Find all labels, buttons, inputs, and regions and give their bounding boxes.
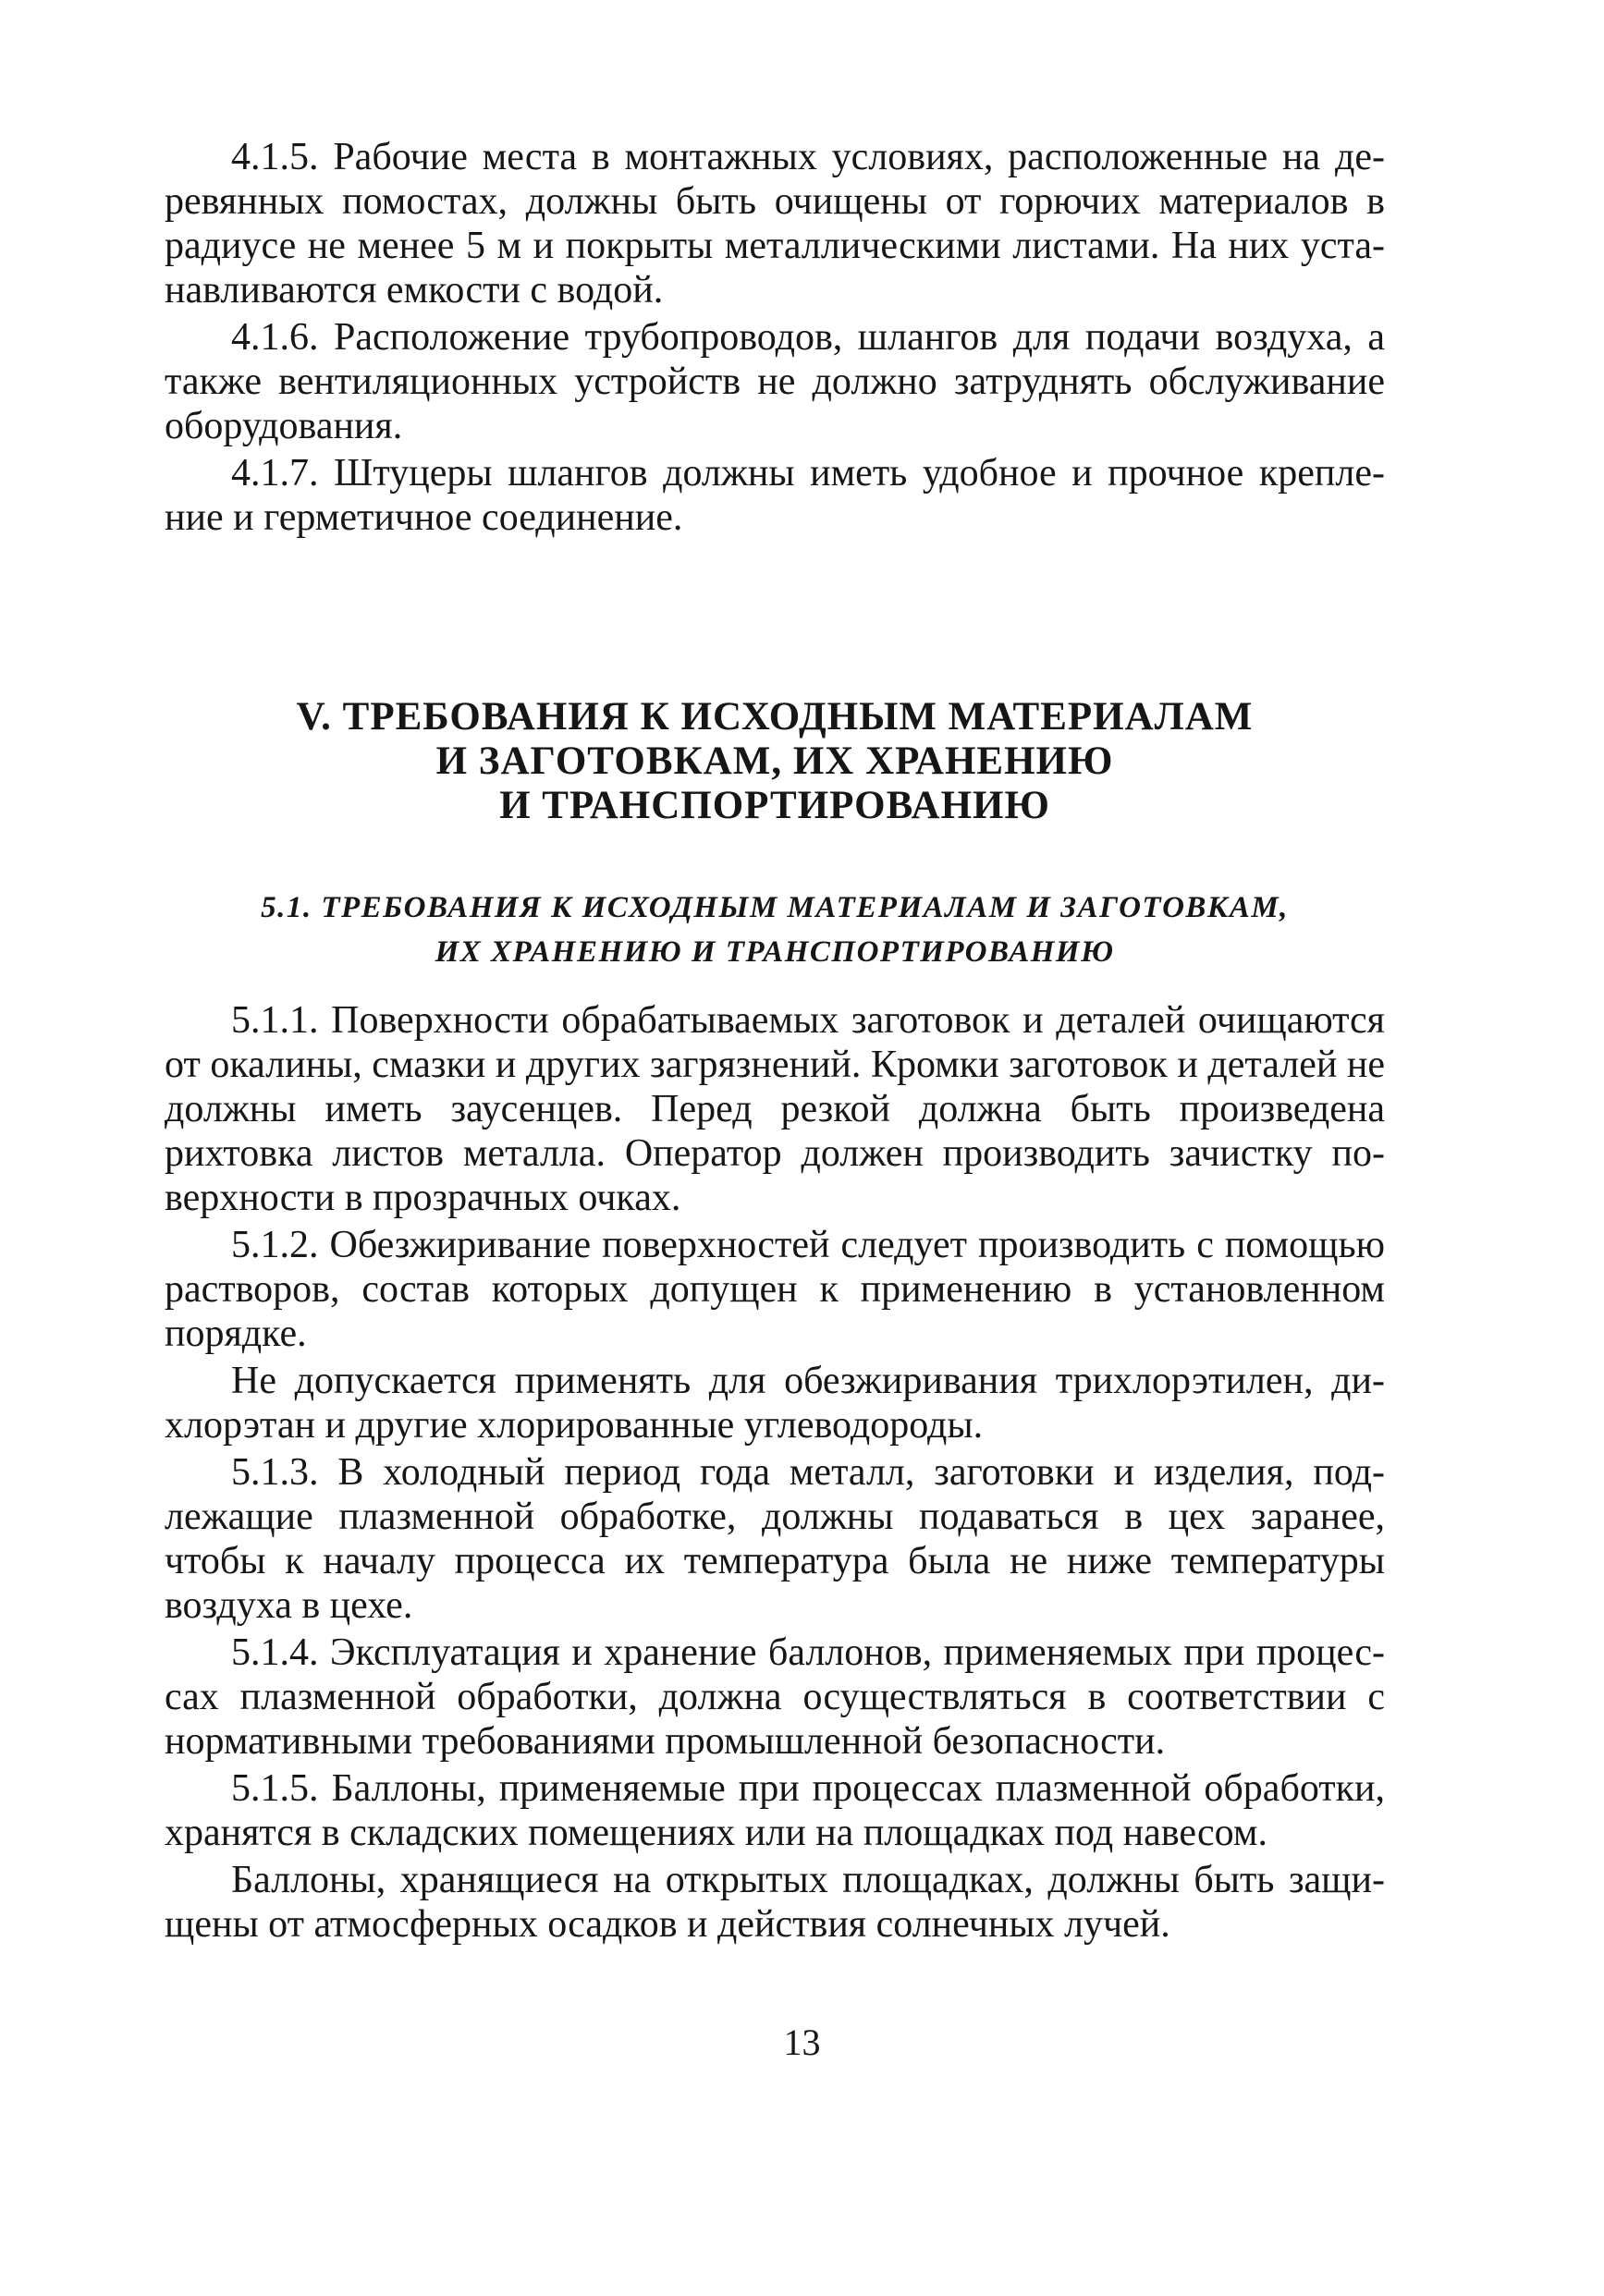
paragraph-4-1-7: 4.1.7. Штуцеры шлангов должны иметь удобное и прочное крепление и герметичное соединение. [165,452,1385,539]
paragraph-4-1-6: 4.1.6. Расположение трубопроводов, шлангов для подачи воздуха, а также вентиляционных устройств не должно затруднять обслуживание оборудования. [165,316,1385,447]
top-text-block [165,135,1385,543]
paragraph-open-storage: Баллоны, хранящиеся на открытых площадках, должны быть защищены от атмосферных осадков и действия солнечных лучей. [165,1859,1385,1946]
paragraph-5-1-5: 5.1.5. Баллоны, применяемые при процессах плазменной обработки, хранятся в складских помещениях или на площадках под навесом. [165,1767,1385,1854]
subsection-title [165,885,1385,974]
bottom-text-block [165,998,1385,1949]
paragraph-5-1-4: 5.1.4. Эксплуатация и хранение баллонов, применяемых при процессах плазменной обработки, должна осуществляться в соответствии с нормативными требованиями промышленной безопасности. [165,1631,1385,1763]
section-title-line-1: V. ТРЕБОВАНИЯ К ИСХОДНЫМ МАТЕРИАЛАМ [296,695,1254,739]
paragraph-5-1-2: 5.1.2. Обезжиривание поверхностей следует производить с помощью растворов, состав которых допущен к применению в установленном порядке. [165,1224,1385,1355]
paragraph-degreasing-restriction: Не допускается применять для обезжиривания трихлорэтилен, дихлорэтан и другие хлорированные углеводороды. [165,1360,1385,1447]
subsection-title-line-1: 5.1. ТРЕБОВАНИЯ К ИСХОДНЫМ МАТЕРИАЛАМ И ЗАГОТОВКАМ, [261,891,1289,924]
section-title [165,695,1385,828]
paragraph-5-1-3: 5.1.3. В холодный период года металл, заготовки и изделия, подлежащие плазменной обработке, должны подаваться в цех заранее, чтобы к началу процесса их температура была не ниже температуры воздуха в цехе. [165,1451,1385,1627]
paragraph-5-1-1: 5.1.1. Поверхности обрабатываемых заготовок и деталей очищаются от окалины, смазки и других загрязнений. Кромки заготовок и деталей не должны иметь заусенцев. Перед резкой должна быть произведена рихтовка листов металла. Оператор должен производить зачистку поверхности в прозрачных очках. [165,999,1385,1219]
subsection-title-line-2: ИХ ХРАНЕНИЮ И ТРАНСПОРТИРОВАНИЮ [435,935,1115,969]
page-number: 13 [783,2021,821,2063]
section-title-line-3: И ТРАНСПОРТИРОВАНИЮ [499,784,1050,827]
section-title-line-2: И ЗАГОТОВКАМ, ИХ ХРАНЕНИЮ [435,739,1114,783]
paragraph-4-1-5: 4.1.5. Рабочие места в монтажных условиях, расположенные на деревянных помостах, должны быть очищены от горючих материалов в радиусе не менее 5 м и покрыты металлическими листами. На них устанавливаются емкости с водой. [165,136,1385,311]
